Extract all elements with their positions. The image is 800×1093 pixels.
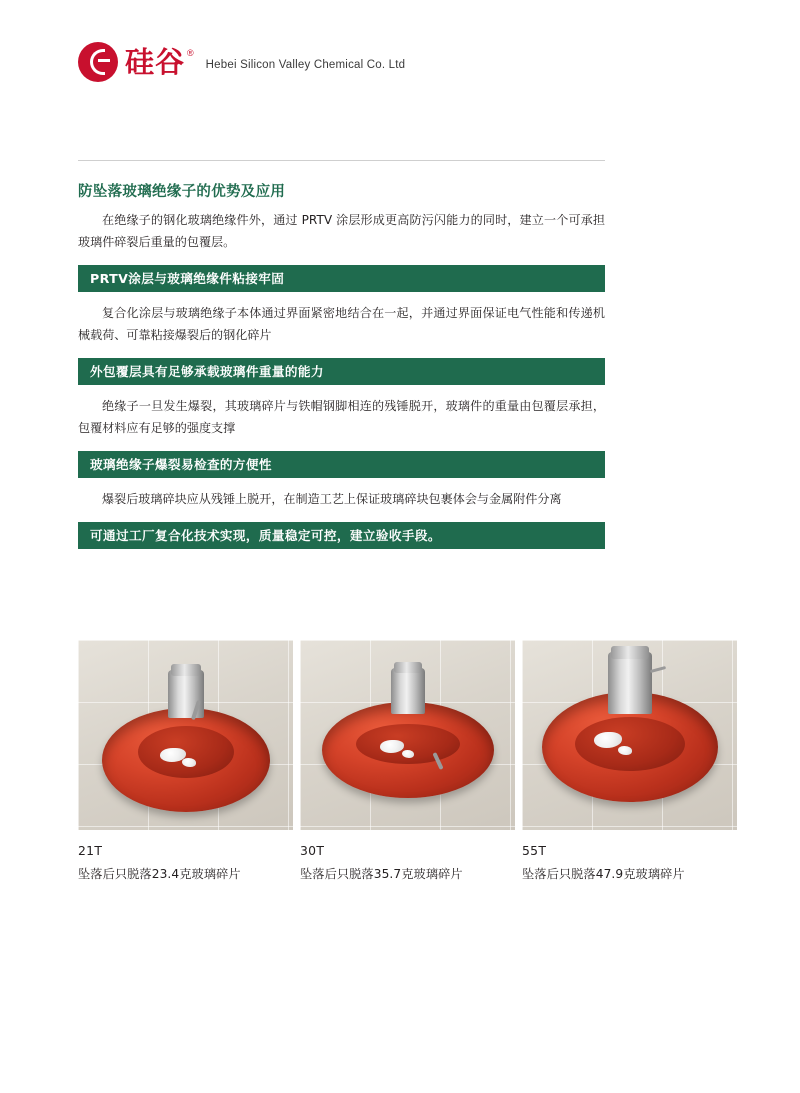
metal-cap <box>168 670 204 718</box>
glass-shards <box>182 758 196 767</box>
section-bar-2: 外包覆层具有足够承载玻璃件重量的能力 <box>78 358 605 385</box>
section-bar-3: 玻璃绝缘子爆裂易检查的方便性 <box>78 451 605 478</box>
figure-caption: 坠落后只脱落35.7克玻璃碎片 <box>300 867 463 881</box>
silicon-valley-circle-logo-icon <box>78 42 118 82</box>
divider <box>78 160 605 161</box>
section-bar-1: PRTV涂层与玻璃绝缘件粘接牢固 <box>78 265 605 292</box>
insulator-photo-30t <box>300 640 515 830</box>
section-paragraph-2: 绝缘子一旦发生爆裂，其玻璃碎片与铁帽钢脚相连的残锤脱开，玻璃件的重量由包覆层承担，包覆材料应有足够的强度支撑 <box>78 399 605 435</box>
page-title: 防坠落玻璃绝缘子的优势及应用 <box>78 184 286 200</box>
figure-55t <box>522 640 737 882</box>
metal-cap-top <box>171 664 201 676</box>
metal-cap <box>608 652 652 714</box>
glass-shards <box>618 746 632 755</box>
insulator-photo-21t <box>78 640 293 830</box>
logo-wordmark <box>118 44 194 79</box>
article-content <box>78 160 605 549</box>
figure-caption: 坠落后只脱落47.9克玻璃碎片 <box>522 867 685 881</box>
figure-label: 21T <box>78 843 103 858</box>
registered-trademark-icon: ® <box>187 47 194 58</box>
section-bar-final: 可通过工厂复合化技术实现，质量稳定可控，建立验收手段。 <box>78 522 605 549</box>
section-paragraph-1: 复合化涂层与玻璃绝缘子本体通过界面紧密地结合在一起，并通过界面保证电气性能和传递机械载荷、可靠粘接爆裂后的钢化碎片 <box>78 306 605 342</box>
company-name-english: Hebei Silicon Valley Chemical Co. Ltd <box>205 59 406 71</box>
figure-30t <box>300 640 515 882</box>
section-paragraph-3: 爆裂后玻璃碎块应从残锤上脱开，在制造工艺上保证玻璃碎块包裹体会与金属附件分离 <box>102 492 562 506</box>
insulator-disc-inner <box>575 717 685 771</box>
figure-label: 55T <box>522 843 547 858</box>
metal-cap-top <box>394 662 422 673</box>
figure-label: 30T <box>300 843 325 858</box>
page-header <box>78 42 405 82</box>
figure-caption: 坠落后只脱落23.4克玻璃碎片 <box>78 867 241 881</box>
figure-21t <box>78 640 293 882</box>
insulator-disc-inner <box>356 724 460 764</box>
intro-paragraph: 在绝缘子的钢化玻璃绝缘件外，通过 PRTV 涂层形成更高防污闪能力的同时，建立一个可承担玻璃件碎裂后重量的包覆层。 <box>78 213 605 249</box>
insulator-photo-55t <box>522 640 737 830</box>
product-figures <box>78 640 722 882</box>
metal-cap <box>391 668 425 714</box>
glass-shards <box>402 750 414 758</box>
logo-chinese-text: 硅谷 <box>125 44 186 79</box>
metal-cap-top <box>611 646 649 659</box>
